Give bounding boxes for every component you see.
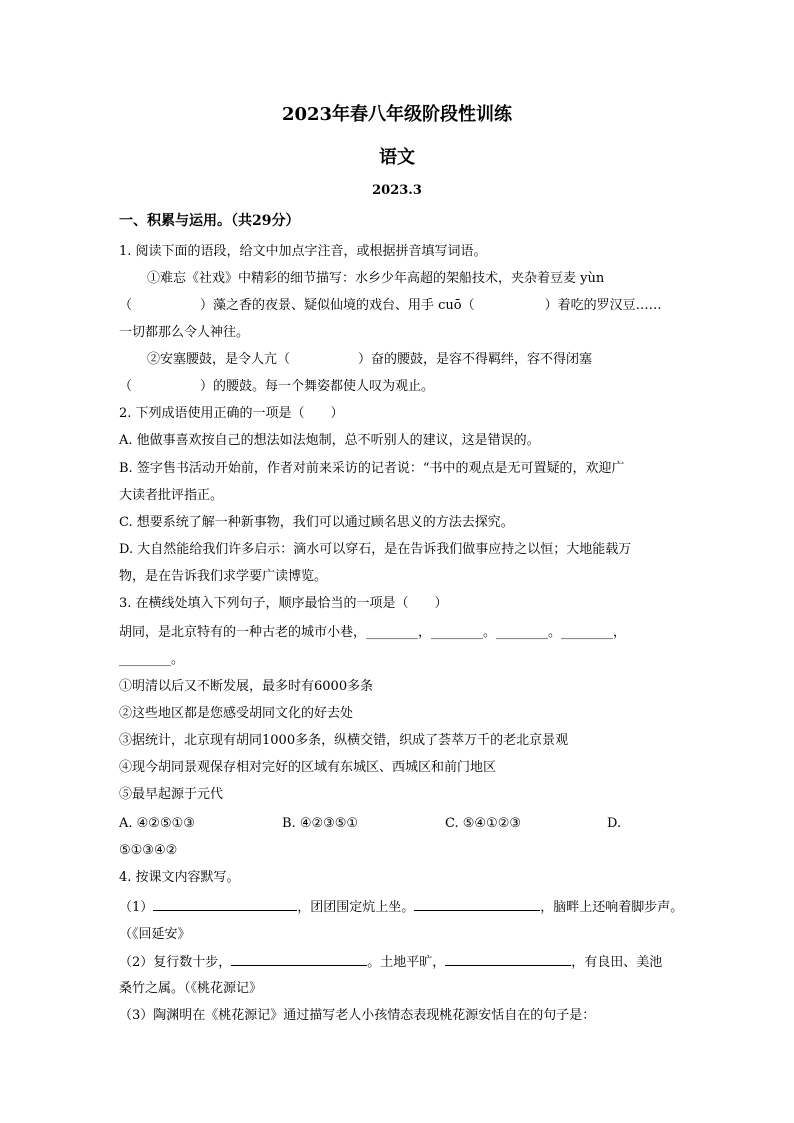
q3-stem: 3. 在横线处填入下列句子，顺序最恰当的一项是（ ） xyxy=(119,596,448,611)
q4-item-3: （3）陶渊明在《桃花源记》通过描写老人小孩情态表现桃花源安恬自在的句子是： xyxy=(119,1008,596,1023)
q4-blank-1a[interactable] xyxy=(153,898,297,911)
q3-option-b[interactable]: B. ④②③⑤① xyxy=(282,816,359,831)
q1-passage-line2-end: ）着吃的罗汉豆…… xyxy=(544,298,662,313)
q4-item-1-mid: ，团团围定炕上坐。 xyxy=(297,900,415,915)
q3-option-a[interactable]: A. ④②⑤①③ xyxy=(119,816,195,831)
q2-option-d-line2: 物，是在告诉我们求学要广读博览。 xyxy=(119,569,328,584)
q1-passage-line5 xyxy=(119,378,434,396)
q2-option-c[interactable]: C. 想要系统了解一种新事物，我们可以通过顾名思义的方法去探究。 xyxy=(119,515,514,530)
q1-passage-line5-end: ）的腰鼓。每一个舞姿都使人叹为观止。 xyxy=(200,379,435,394)
q1-stem: 1. 阅读下面的语段，给文中加点字注音，或根据拼音填写词语。 xyxy=(119,244,487,259)
q4-item-1-label: （1） xyxy=(119,900,154,915)
q1-passage-line4 xyxy=(147,351,592,369)
q3-option-d-value: ⑤①③④② xyxy=(119,843,178,858)
q4-item-2-source: 桑竹之属。（《桃花源记》 xyxy=(119,981,263,996)
subject-title: 语文 xyxy=(379,147,415,168)
q4-item-1-end: ，脑畔上还响着脚步声。 xyxy=(540,900,684,915)
q3-sentence-4: ④现今胡同景观保存相对完好的区域有东城区、西城区和前门地区 xyxy=(119,760,497,775)
q3-sentence-3: ③据统计，北京现有胡同1000多条，纵横交错，织成了荟萃万千的老北京景观 xyxy=(119,733,569,748)
q1-passage-line1: ①难忘《社戏》中精彩的细节描写：水乡少年高超的架船技术，夹杂着豆麦 yùn xyxy=(147,271,605,286)
q3-fill-line2: ________。 xyxy=(119,652,185,667)
q4-blank-2b[interactable] xyxy=(445,953,571,966)
q1-passage-line3: 一切都那么令人神往。 xyxy=(119,325,250,340)
q1-passage-line4-end: ）奋的腰鼓，是容不得羁绊，容不得闭塞 xyxy=(358,352,593,367)
q4-item-2-mid: 。土地平旷， xyxy=(367,955,446,970)
q4-stem: 4. 按课文内容默写。 xyxy=(119,870,240,885)
q4-blank-2a[interactable] xyxy=(231,953,367,966)
section-heading: 一、积累与运用。（共29分） xyxy=(119,213,300,229)
q3-option-d[interactable]: D. xyxy=(607,816,622,831)
paren-open: （ xyxy=(119,298,133,313)
q1-passage-line2-mid: ）藻之香的夜景、疑似仙境的戏台、用手 cuō（ xyxy=(200,298,475,313)
q4-item-1 xyxy=(119,898,683,917)
paren-open: （ xyxy=(119,379,133,394)
q1-passage-line4-pre: ②安塞腰鼓，是令人亢（ xyxy=(147,352,291,367)
q4-item-1-source: （《回延安》 xyxy=(119,927,191,942)
q4-item-2-end: ，有良田、美池 xyxy=(571,955,663,970)
q2-stem: 2. 下列成语使用正确的一项是（ ） xyxy=(119,406,344,421)
q4-item-2-label: （2）复行数十步， xyxy=(119,955,232,970)
q2-option-b-line1[interactable]: B. 签字售书活动开始前，作者对前来采访的记者说：“书中的观点是无可置疑的，欢迎广 xyxy=(119,461,625,476)
exam-title: 2023年春八年级阶段性训练 xyxy=(281,104,513,125)
q3-sentence-5: ⑤最早起源于元代 xyxy=(119,787,224,802)
q4-blank-1b[interactable] xyxy=(414,898,540,911)
q3-sentence-2: ②这些地区都是您感受胡同文化的好去处 xyxy=(119,706,354,721)
q1-passage-line2 xyxy=(119,297,662,315)
q2-option-d-line1[interactable]: D. 大自然能给我们许多启示：滴水可以穿石，是在告诉我们做事应持之以恒；大地能载万 xyxy=(119,542,632,557)
q2-option-a[interactable]: A. 他做事喜欢按自己的想法如法炮制，总不听别人的建议，这是错误的。 xyxy=(119,433,540,448)
q3-fill-line1: 胡同，是北京特有的一种古老的城市小巷，________，________。________。________， xyxy=(119,625,627,640)
q2-option-b-line2: 大读者批评指正。 xyxy=(119,488,224,503)
q3-sentence-1: ①明清以后又不断发展，最多时有6000多条 xyxy=(119,679,374,694)
q3-option-c[interactable]: C. ⑤④①②③ xyxy=(445,816,522,831)
exam-date: 2023.3 xyxy=(372,183,422,198)
q4-item-2 xyxy=(119,953,662,972)
